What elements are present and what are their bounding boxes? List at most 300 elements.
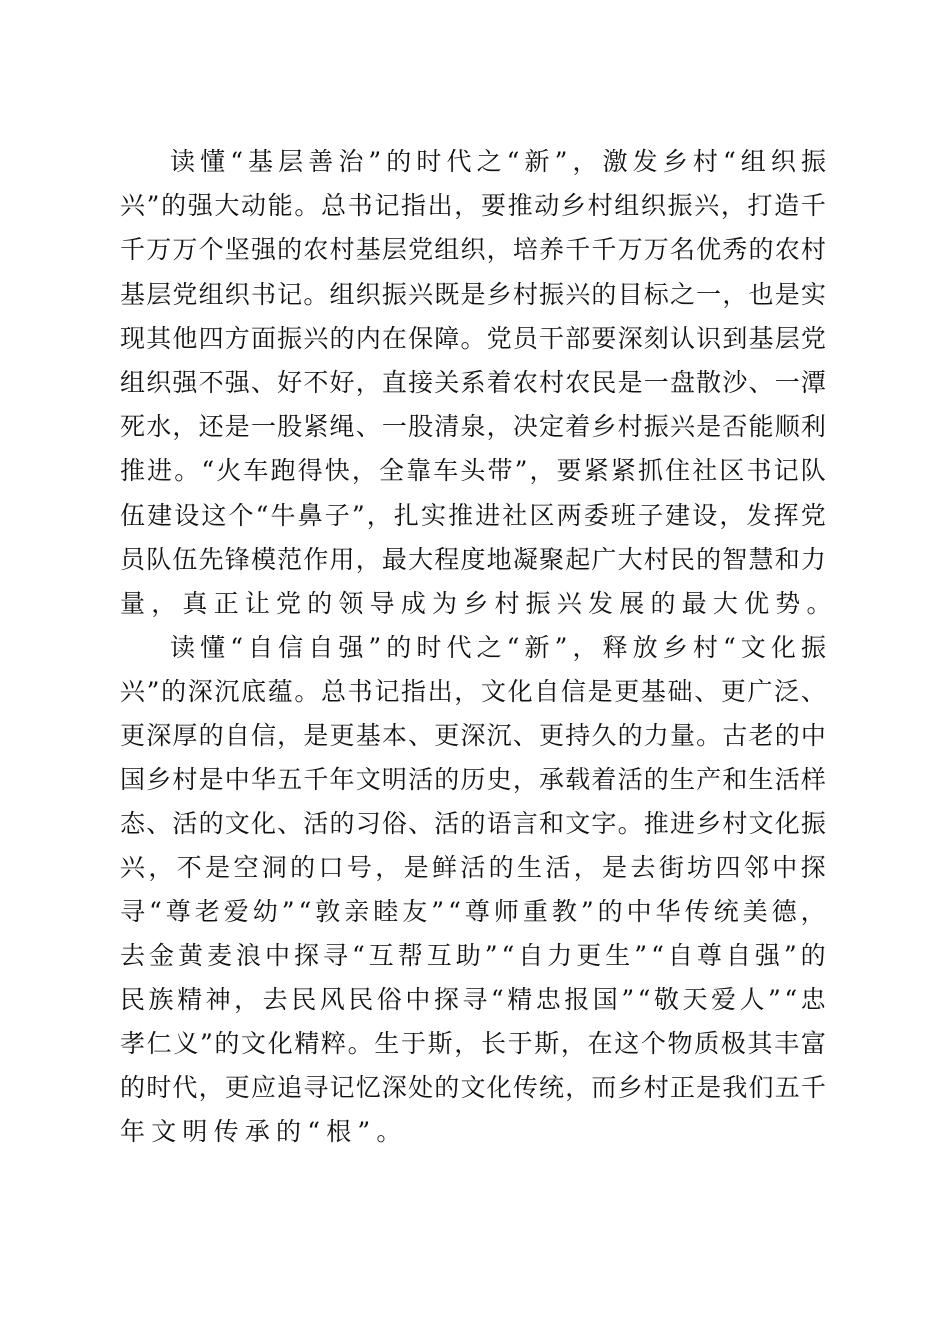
text-char: 长 <box>480 1029 506 1059</box>
text-char: 名 <box>669 235 695 265</box>
text-line <box>120 890 826 934</box>
text-char: ， <box>486 412 512 442</box>
text-char: 伍 <box>172 544 198 574</box>
text-char: 敦 <box>315 897 341 927</box>
text-char: 刻 <box>643 323 669 353</box>
text-char: 推 <box>507 191 533 221</box>
text-char: 直 <box>381 367 407 397</box>
text-char: 是 <box>587 677 613 707</box>
text-char: 助 <box>455 941 481 971</box>
text-char: 大 <box>712 588 738 618</box>
text-char: 乡 <box>560 191 586 221</box>
text-char: 乡 <box>463 588 489 618</box>
text-char: 指 <box>400 191 426 221</box>
text-char: 乡 <box>662 633 688 663</box>
text-char: 着 <box>565 412 591 442</box>
text-char: ， <box>454 1029 480 1059</box>
text-char: 懂 <box>200 147 226 176</box>
text-char: 好 <box>329 367 355 397</box>
text-line <box>120 405 826 449</box>
text-char: 的 <box>748 235 774 265</box>
text-char: 的 <box>386 147 412 176</box>
text-char: 互 <box>426 941 452 971</box>
text-char: 个 <box>228 500 254 530</box>
text-char: 一 <box>250 412 276 442</box>
text-char: 记 <box>329 1073 355 1103</box>
text-char: 乡 <box>617 1073 643 1103</box>
text-char: 更 <box>576 941 602 971</box>
text-char: 持 <box>565 721 591 751</box>
text-char: 是 <box>303 721 329 751</box>
document-page <box>120 140 832 1154</box>
text-char: 作 <box>303 544 329 574</box>
text-char: 农 <box>303 235 329 265</box>
text-char: 是 <box>205 853 231 883</box>
text-char: “ <box>307 1117 320 1147</box>
text-char: 委 <box>583 500 609 530</box>
text-char: 打 <box>747 191 773 221</box>
text-char: 现 <box>120 323 146 353</box>
text-char: 俗 <box>381 809 407 839</box>
text-char: 书 <box>347 677 373 707</box>
text-char: 粹 <box>321 1029 347 1059</box>
text-char: ” <box>768 985 781 1015</box>
text-char: 这 <box>201 500 227 530</box>
text-char: 文 <box>355 765 381 795</box>
text-char: 进 <box>669 809 695 839</box>
text-char: 记 <box>374 677 400 707</box>
text-char: 地 <box>486 544 512 574</box>
text-char: 快 <box>324 456 350 486</box>
text-char: ， <box>572 633 598 663</box>
text-char: 模 <box>250 544 276 574</box>
text-char: 真 <box>182 588 208 618</box>
text-char: 强 <box>224 367 250 397</box>
text-char: 村 <box>512 279 538 309</box>
text-char: 物 <box>667 1029 693 1059</box>
text-char: 国 <box>592 985 618 1015</box>
text-char: 斯 <box>534 1029 560 1059</box>
text-char: 精 <box>294 1029 320 1059</box>
text-char: 书 <box>746 456 772 486</box>
text-char: 织 <box>770 147 796 176</box>
text-char: 洞 <box>261 853 287 883</box>
text-char: 更 <box>434 721 460 751</box>
text-char: 的 <box>329 323 355 353</box>
text-char: 强 <box>338 633 364 663</box>
text-char: 麦 <box>207 941 233 971</box>
text-char: 振 <box>539 279 565 309</box>
text-char: 更 <box>539 721 565 751</box>
text-char: 织 <box>355 279 381 309</box>
text-char: 班 <box>610 500 636 530</box>
text-char: 量 <box>120 588 146 618</box>
text-char: 更 <box>224 1073 250 1103</box>
text-char: 的 <box>643 765 669 795</box>
text-char: 织 <box>460 235 486 265</box>
text-char: ， <box>529 456 555 486</box>
text-char: 层 <box>278 147 304 176</box>
text-char: 华 <box>655 897 681 927</box>
text-char: 根 <box>326 1117 352 1147</box>
text-char: 生 <box>669 765 695 795</box>
text-char: 的 <box>277 235 303 265</box>
text-char: 书 <box>347 191 373 221</box>
text-char: 的 <box>597 897 623 927</box>
text-char: 活 <box>172 809 198 839</box>
text-char: 坚 <box>224 235 250 265</box>
text-char: 要 <box>556 456 582 486</box>
text-char: 更 <box>329 721 355 751</box>
text-char: 队 <box>800 456 826 486</box>
text-char: 幼 <box>252 897 278 927</box>
text-char: 组 <box>198 279 224 309</box>
text-char: ” <box>783 941 797 971</box>
text-char: 、 <box>748 367 774 397</box>
text-char: 实 <box>421 500 447 530</box>
text-char: 力 <box>547 941 573 971</box>
text-char: 实 <box>800 279 826 309</box>
text-char: 字 <box>591 809 617 839</box>
text-char: 优 <box>696 235 722 265</box>
text-char: “ <box>230 147 243 176</box>
text-char: ， <box>355 367 381 397</box>
text-char: 车 <box>433 456 459 486</box>
text-char: 兴 <box>120 677 146 707</box>
text-char: ， <box>148 853 174 883</box>
text-char: 的 <box>460 809 486 839</box>
text-char: 。 <box>294 677 320 707</box>
text-char: 孝 <box>120 1029 146 1059</box>
text-char: 懂 <box>200 633 226 663</box>
text-char: 亲 <box>344 897 370 927</box>
text-char: 本 <box>381 721 407 751</box>
text-char: 的 <box>650 588 676 618</box>
text-char: 关 <box>434 367 460 397</box>
text-char: 村 <box>722 809 748 839</box>
text-char: 股 <box>277 412 303 442</box>
text-char: 传 <box>213 1117 239 1147</box>
text-char: 寻 <box>462 985 488 1015</box>
text-char: 进 <box>475 500 501 530</box>
text-char: 于 <box>400 1029 426 1059</box>
text-char: 推 <box>120 456 146 486</box>
text-char: 聚 <box>539 544 565 574</box>
text-char: 振 <box>525 588 551 618</box>
text-char: 质 <box>694 1029 720 1059</box>
text-char: ， <box>512 765 538 795</box>
text-char: 记 <box>277 279 303 309</box>
text-char: 寻 <box>303 1073 329 1103</box>
text-char: 村 <box>494 588 520 618</box>
text-char: 尊 <box>696 941 722 971</box>
text-char: 基 <box>355 721 381 751</box>
text-char: 党 <box>800 500 826 530</box>
text-char: 组 <box>120 367 146 397</box>
text-char: 我 <box>722 1073 748 1103</box>
text-char: 邻 <box>743 853 769 883</box>
text-char: 黄 <box>178 941 204 971</box>
text-char: 的 <box>591 279 617 309</box>
text-char: 仁 <box>146 1029 172 1059</box>
text-char: 村 <box>172 765 198 795</box>
text-line <box>120 317 826 361</box>
text-char: 忆 <box>355 1073 381 1103</box>
text-char: 。 <box>617 809 643 839</box>
text-line <box>120 361 826 405</box>
text-char: 建 <box>665 500 691 530</box>
text-char: ” <box>621 985 635 1015</box>
text-char: “ <box>255 500 269 530</box>
text-char: 金 <box>149 941 175 971</box>
text-char: 的 <box>161 191 187 221</box>
text-char: 员 <box>512 323 538 353</box>
text-char: “ <box>722 633 736 663</box>
text-char: 和 <box>774 544 800 574</box>
text-char: 样 <box>800 765 826 795</box>
text-char: 爱 <box>223 897 249 927</box>
text-char: 书 <box>250 279 276 309</box>
text-char: ， <box>375 853 401 883</box>
text-char: 千 <box>800 191 826 221</box>
text-char: 党 <box>486 323 512 353</box>
text-char: 中 <box>626 897 652 927</box>
text-char: 应 <box>250 1073 276 1103</box>
text-char: 忠 <box>800 985 826 1015</box>
text-char: 设 <box>692 500 718 530</box>
text-char: 之 <box>476 633 502 663</box>
text-char: 兴 <box>669 412 695 442</box>
text-char: 用 <box>329 544 355 574</box>
text-char: 层 <box>146 279 172 309</box>
text-char: 帮 <box>397 941 423 971</box>
text-char: 街 <box>658 853 684 883</box>
text-char: 绳 <box>329 412 355 442</box>
text-char: 处 <box>408 1073 434 1103</box>
text-char: 系 <box>460 367 486 397</box>
text-char: 智 <box>722 544 748 574</box>
text-char: 广 <box>747 677 773 707</box>
text-line <box>120 582 832 626</box>
text-char: 深 <box>381 1073 407 1103</box>
text-char: 识 <box>696 323 722 353</box>
text-char: “ <box>448 897 461 927</box>
text-char: 村 <box>539 367 565 397</box>
text-char: 死 <box>120 412 146 442</box>
text-char: 坊 <box>687 853 713 883</box>
text-char: 生 <box>605 941 631 971</box>
text-char: 兴 <box>556 588 582 618</box>
text-char: 村 <box>587 191 613 221</box>
text-char: 振 <box>800 147 826 176</box>
text-char: ， <box>719 500 745 530</box>
text-char: 千 <box>591 235 617 265</box>
text-char: 化 <box>267 1029 293 1059</box>
text-char: 乡 <box>146 765 172 795</box>
text-line <box>120 494 826 538</box>
text-char: 时 <box>416 147 442 176</box>
text-char: 美 <box>742 897 768 927</box>
text-char: 面 <box>250 323 276 353</box>
text-char: 兴 <box>408 279 434 309</box>
text-char: ” <box>199 1029 213 1059</box>
text-char: 培 <box>512 235 538 265</box>
text-char: 沙 <box>722 367 748 397</box>
text-char: 基 <box>248 147 274 176</box>
text-char: 深 <box>187 677 213 707</box>
text-char: 标 <box>643 279 669 309</box>
text-char: 住 <box>665 456 691 486</box>
text-char: 沉 <box>214 677 240 707</box>
text-char: ” <box>634 941 648 971</box>
text-char: 保 <box>408 323 434 353</box>
text-char: 民 <box>591 367 617 397</box>
text-char: 社 <box>502 500 528 530</box>
text-char: 锋 <box>224 544 250 574</box>
text-char: 好 <box>277 367 303 397</box>
text-char: 接 <box>408 367 434 397</box>
text-char: 一 <box>774 367 800 397</box>
text-char: 全 <box>379 456 405 486</box>
text-char: ” <box>431 897 445 927</box>
text-char: 民 <box>120 985 146 1015</box>
text-char: 千 <box>303 765 329 795</box>
text-char: ， <box>573 853 599 883</box>
text-char: 历 <box>460 765 486 795</box>
text-char: 能 <box>748 412 774 442</box>
text-char: 俗 <box>376 985 402 1015</box>
text-char: 不 <box>198 367 224 397</box>
text-char: 。 <box>460 323 486 353</box>
text-char: 。 <box>696 721 722 751</box>
text-char: 队 <box>146 544 172 574</box>
text-char: 活 <box>303 809 329 839</box>
text-char: 自 <box>224 721 250 751</box>
text-char: 村 <box>329 235 355 265</box>
text-char: 农 <box>565 367 591 397</box>
text-char: 义 <box>173 1029 199 1059</box>
text-char: 自 <box>725 941 751 971</box>
text-char: ” <box>514 456 528 486</box>
text-char: 天 <box>682 985 708 1015</box>
text-char: 统 <box>713 897 739 927</box>
text-char: 强 <box>172 367 198 397</box>
text-char: 于 <box>507 1029 533 1059</box>
text-char: 、 <box>355 412 381 442</box>
text-char: 文 <box>460 1073 486 1103</box>
text-char: 发 <box>632 147 658 176</box>
text-char: 探 <box>433 985 459 1015</box>
text-char: 一 <box>643 367 669 397</box>
text-char: 范 <box>277 544 303 574</box>
text-char: 追 <box>277 1073 303 1103</box>
text-char: 能 <box>267 191 293 221</box>
text-line <box>120 538 826 582</box>
text-char: 组 <box>329 279 355 309</box>
text-char: 乡 <box>591 412 617 442</box>
text-char: ， <box>198 1073 224 1103</box>
text-line <box>120 1066 826 1110</box>
text-char: 承 <box>539 765 565 795</box>
text-char: 方 <box>224 323 250 353</box>
text-char: 大 <box>408 544 434 574</box>
text-char: 语 <box>486 809 512 839</box>
text-char: 紧 <box>303 412 329 442</box>
text-char: 忠 <box>535 985 561 1015</box>
text-char: 组 <box>434 235 460 265</box>
text-char: 千 <box>120 235 146 265</box>
text-char: 精 <box>177 985 203 1015</box>
text-line <box>120 846 826 890</box>
text-char: 化 <box>486 1073 512 1103</box>
text-char: 文 <box>565 809 591 839</box>
text-char: 活 <box>408 765 434 795</box>
text-line <box>120 1110 826 1154</box>
text-char: 。 <box>303 279 329 309</box>
text-char: 振 <box>277 323 303 353</box>
text-char: 振 <box>667 191 693 221</box>
text-char: 五 <box>277 765 303 795</box>
text-char: “ <box>490 985 504 1015</box>
text-char: 兴 <box>565 279 591 309</box>
text-line <box>120 184 826 228</box>
text-char: 激 <box>602 147 628 176</box>
text-char: ， <box>277 721 303 751</box>
text-char: 极 <box>720 1029 746 1059</box>
text-char: 的 <box>800 941 826 971</box>
text-char: 化 <box>774 809 800 839</box>
text-char: 的 <box>161 677 187 707</box>
text-char: 车 <box>243 456 269 486</box>
text-char: 自 <box>248 633 274 663</box>
text-char: 紧 <box>583 456 609 486</box>
text-line <box>120 228 826 272</box>
text-char: 带 <box>487 456 513 486</box>
text-char: 社 <box>692 456 718 486</box>
text-char: 寻 <box>120 897 146 927</box>
text-char: 睦 <box>373 897 399 927</box>
text-char: 内 <box>355 323 381 353</box>
text-char: ” <box>554 147 568 176</box>
text-char: 传 <box>512 1073 538 1103</box>
text-char: 时 <box>416 633 442 663</box>
text-char: 互 <box>368 941 394 971</box>
text-char: 万 <box>146 235 172 265</box>
text-char: “ <box>352 941 365 971</box>
text-char: 出 <box>427 677 453 707</box>
text-char: 的 <box>290 853 316 883</box>
text-char: 散 <box>696 367 722 397</box>
text-line <box>120 978 826 1022</box>
text-char: 其 <box>747 1029 773 1059</box>
text-char: ” <box>484 941 498 971</box>
text-char: 、 <box>277 809 303 839</box>
text-char: 是 <box>617 367 643 397</box>
text-char: 村 <box>643 544 669 574</box>
text-char: 文 <box>151 1117 177 1147</box>
text-char: 抓 <box>638 456 664 486</box>
text-char: 深 <box>617 323 643 353</box>
text-char: 还 <box>198 412 224 442</box>
text-char: 到 <box>722 323 748 353</box>
text-char: 和 <box>539 809 565 839</box>
text-char: 程 <box>434 544 460 574</box>
text-char: ， <box>454 677 480 707</box>
text-char: 记 <box>773 456 799 486</box>
text-char: “ <box>298 897 312 927</box>
text-char: 深 <box>460 721 486 751</box>
text-char: 态 <box>120 809 146 839</box>
